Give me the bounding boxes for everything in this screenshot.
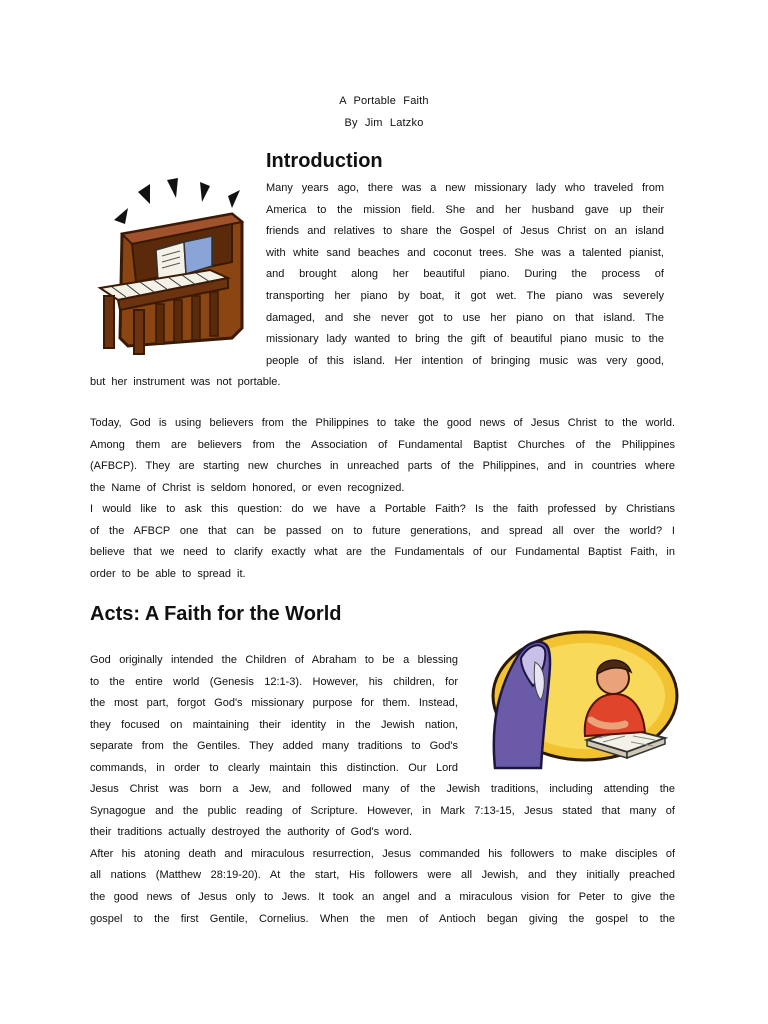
text-line: the good news of Jesus only to Jews. It took an angel and a miraculous vision for Peter to give the [90, 890, 675, 903]
document-byline: By Jim Latzko [344, 117, 424, 129]
text-line: believe that we need to clarify exactly what are the Fundamentals of our Fundamental Baptist Faith, in [90, 546, 675, 559]
text-line: and brought along her beautiful piano. During the process of [266, 268, 664, 281]
text-line: (AFBCP). They are starting new churches in unreached parts of the Philippines, and in countries where [90, 460, 675, 473]
text-line: people of this island. Her intention of bringing music was very good, [266, 354, 664, 367]
text-line: with white sand beaches and coconut trees. She was a talented pianist, [266, 246, 664, 259]
text-line: Among them are believers from the Association of Fundamental Baptist Churches of the Philippines [90, 438, 675, 451]
intro-paragraph-end [90, 372, 670, 394]
reading-illustration [475, 628, 680, 773]
text-line: commands, in order to clearly maintain this distinction. Our Lord [90, 761, 458, 774]
text-line: Today, God is using believers from the Philippines to take the good news of Jesus Christ to the world. [90, 417, 675, 429]
jesus-paragraph [90, 779, 675, 930]
acts-heading: Acts: A Faith for the World [90, 603, 342, 625]
text-line: separate from the Gentiles. They added many traditions to God's [90, 740, 458, 753]
question-paragraph [90, 499, 675, 585]
text-line: friends and relatives to share the Gospel of Jesus Christ on an island [266, 225, 664, 238]
text-line: the Name of Christ is seldom honored, or even recognized. [90, 481, 405, 494]
piano-illustration [92, 178, 257, 358]
text-line: their traditions actually destroyed the authority of God's word. [90, 826, 413, 839]
introduction-heading: Introduction [266, 150, 383, 172]
text-line: of the AFBCP one that can be passed on to future generations, and spread all over the world? I [90, 524, 675, 537]
text-line: damaged, and she never got to use her piano on that island. The [266, 311, 664, 324]
text-line: they focused on maintaining their identity in the Jewish nation, [90, 718, 458, 731]
text-line: transporting her piano by boat, it got wet. The piano was severely [266, 289, 664, 302]
text-line: the most part, forgot God's missionary purpose for them. Instead, [90, 697, 458, 710]
text-line: Many years ago, there was a new missionary lady who traveled from [266, 182, 664, 194]
text-line: Synagogue and the public reading of Scripture. However, in Mark 7:13-15, Jesus stated that many of [90, 804, 675, 817]
today-paragraph [90, 413, 675, 499]
text-line: but her instrument was not portable. [90, 376, 281, 388]
text-line: After his atoning death and miraculous resurrection, Jesus commanded his followers to make disciples of [90, 847, 675, 860]
text-line: order to be able to spread it. [90, 567, 246, 580]
abraham-paragraph [90, 650, 458, 780]
text-line: Jesus Christ was born a Jew, and followed many of the Jewish traditions, including attending the [90, 783, 675, 795]
intro-paragraph [266, 178, 664, 372]
text-line: all nations (Matthew 28:19-20). At the start, His followers were all Jewish, and they initially preached [90, 869, 675, 882]
text-line: God originally intended the Children of Abraham to be a blessing [90, 654, 458, 666]
document-title: A Portable Faith [339, 95, 429, 107]
text-line: missionary lady wanted to bring the gift of beautiful piano music to the [266, 333, 664, 346]
text-line: to the entire world (Genesis 12:1-3). However, his children, for [90, 675, 458, 688]
text-line: gospel to the first Gentile, Cornelius. When the men of Antioch began giving the gospel to the [90, 912, 675, 925]
text-line: America to the mission field. She and her husband gave up their [266, 203, 664, 216]
text-line: I would like to ask this question: do we have a Portable Faith? Is the faith professed by Christians [90, 503, 675, 515]
